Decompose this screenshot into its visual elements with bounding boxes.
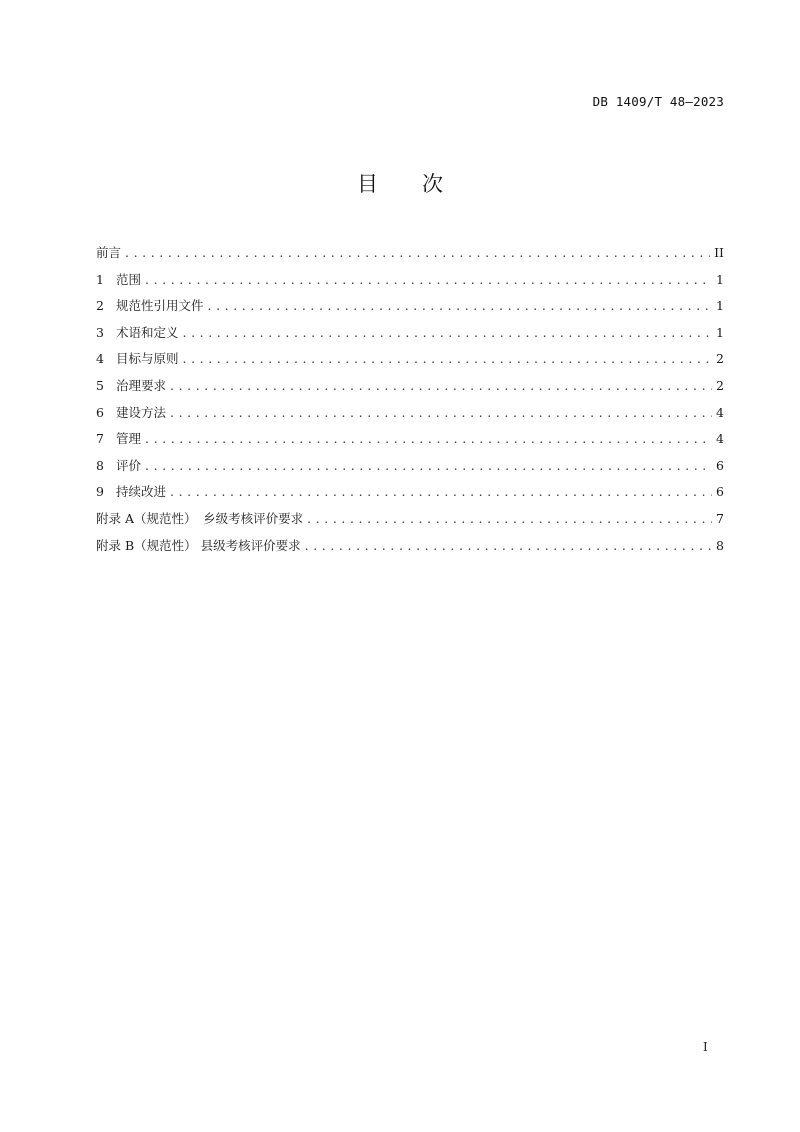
toc-label: 乡级考核评价要求	[203, 510, 304, 526]
toc-leader-dots	[145, 267, 712, 294]
toc-page: 1	[716, 271, 724, 287]
toc-label: 治理要求	[116, 377, 167, 393]
toc-page: II	[714, 245, 724, 260]
toc-appendix-prefix: 附录 A（规范性）	[96, 510, 197, 526]
toc-label: 规范性引用文件	[116, 298, 204, 314]
toc-leader-dots	[170, 373, 712, 400]
toc-leader-dots	[183, 346, 712, 373]
page-title	[0, 168, 800, 198]
toc-num: 1	[96, 271, 104, 287]
toc-entry-1[interactable]	[96, 267, 724, 294]
toc-page: 6	[716, 484, 724, 500]
toc-entry-2[interactable]	[96, 293, 724, 320]
toc-appendix-prefix: 附录 B（规范性）	[96, 537, 197, 553]
toc-label: 前言	[96, 245, 122, 260]
toc-entry-6[interactable]	[96, 400, 724, 427]
toc-leader-dots	[307, 506, 712, 533]
table-of-contents	[96, 240, 724, 559]
page-number: I	[703, 1040, 708, 1054]
toc-label: 县级考核评价要求	[200, 537, 301, 553]
toc-page: 6	[716, 457, 724, 473]
toc-leader-dots	[305, 533, 712, 560]
toc-entry-9[interactable]	[96, 479, 724, 506]
toc-entry-5[interactable]	[96, 373, 724, 400]
toc-label: 评价	[116, 457, 142, 473]
toc-page: 7	[716, 510, 724, 526]
toc-page: 1	[716, 298, 724, 314]
toc-label: 目标与原则	[116, 351, 179, 367]
toc-leader-dots	[145, 453, 712, 480]
toc-entry-8[interactable]	[96, 453, 724, 480]
toc-label: 持续改进	[116, 484, 167, 500]
toc-entry-foreword[interactable]	[96, 240, 724, 267]
toc-entry-appendix-a[interactable]	[96, 506, 724, 533]
toc-entry-appendix-b[interactable]	[96, 533, 724, 560]
toc-leader-dots	[125, 240, 710, 267]
toc-entry-4[interactable]	[96, 346, 724, 373]
toc-num: 5	[96, 377, 104, 393]
toc-leader-dots	[208, 293, 712, 320]
toc-page: 2	[716, 351, 724, 367]
toc-entry-7[interactable]	[96, 426, 724, 453]
standard-code: DB 1409/T 48—2023	[592, 94, 724, 109]
toc-num: 8	[96, 457, 104, 473]
toc-num: 3	[96, 324, 104, 340]
toc-label: 管理	[116, 431, 142, 447]
toc-leader-dots	[170, 400, 712, 427]
toc-page: 8	[716, 537, 724, 553]
toc-label: 范围	[116, 271, 142, 287]
toc-num: 4	[96, 351, 104, 367]
toc-page: 4	[716, 431, 724, 447]
toc-page: 1	[716, 324, 724, 340]
toc-leader-dots	[145, 426, 712, 453]
toc-entry-3[interactable]	[96, 320, 724, 347]
toc-leader-dots	[183, 320, 712, 347]
title-char-1: 目	[357, 172, 378, 196]
toc-num: 7	[96, 431, 104, 447]
toc-num: 9	[96, 484, 104, 500]
toc-num: 2	[96, 298, 104, 314]
toc-leader-dots	[170, 479, 712, 506]
toc-label: 建设方法	[116, 404, 167, 420]
toc-page: 2	[716, 377, 724, 393]
toc-label: 术语和定义	[116, 324, 179, 340]
toc-num: 6	[96, 404, 104, 420]
toc-page: 4	[716, 404, 724, 420]
title-char-2: 次	[422, 172, 443, 196]
